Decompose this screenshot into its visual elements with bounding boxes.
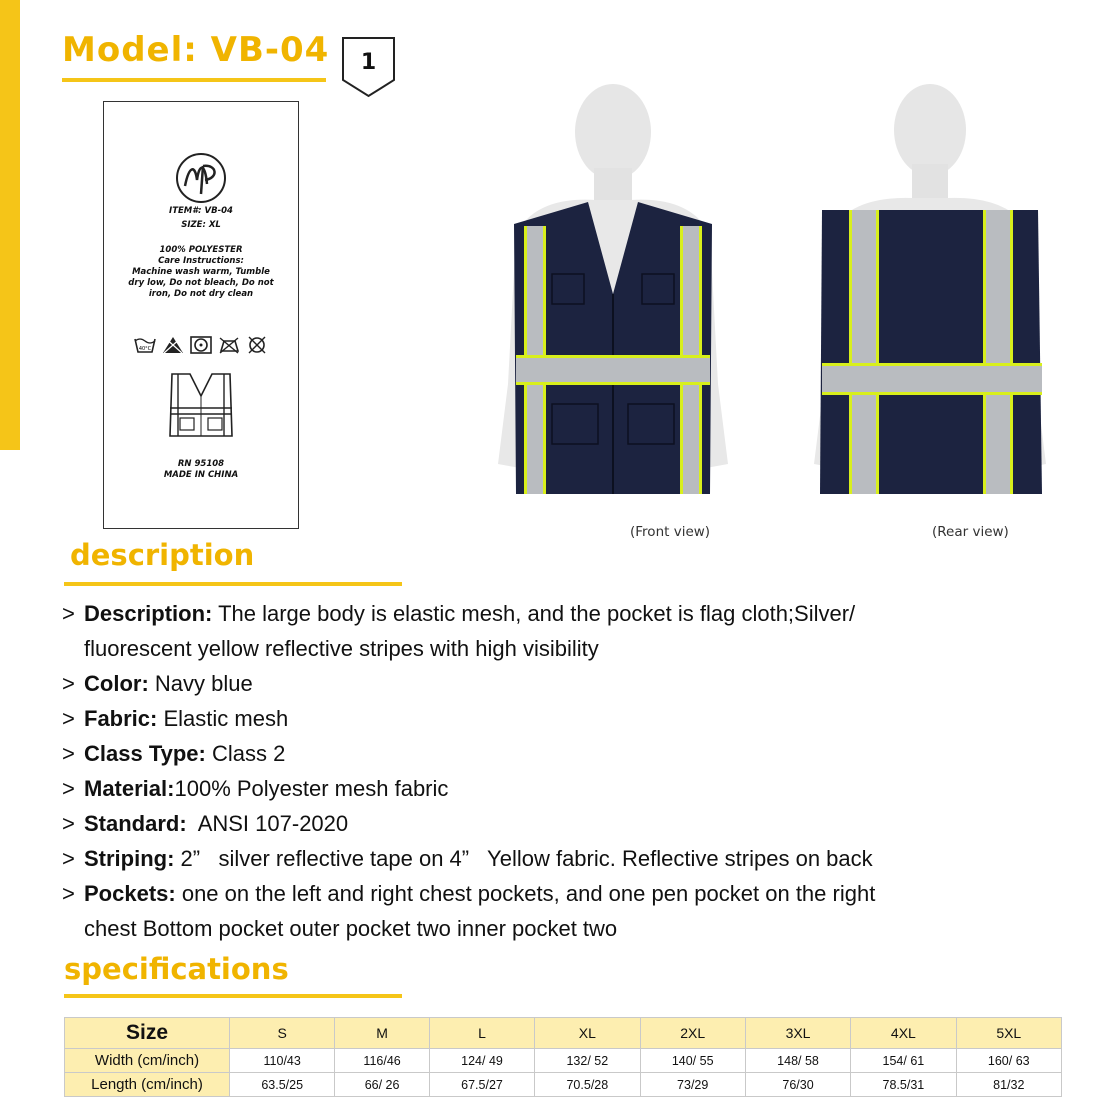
brand-logo-icon bbox=[173, 150, 229, 206]
no-iron-icon bbox=[218, 336, 240, 354]
table-cell: 66/ 26 bbox=[335, 1073, 429, 1097]
table-cell: 73/29 bbox=[640, 1073, 745, 1097]
specifications-underline bbox=[64, 994, 402, 998]
striping-item: > Striping: 2” silver reflective tape on 4” Yellow fabric. Reflective stripes on back bbox=[62, 846, 873, 871]
pockets-item-continued: chest Bottom pocket outer pocket two inner pocket two bbox=[84, 916, 618, 941]
care-line: Machine wash warm, Tumble bbox=[132, 267, 270, 277]
vest-sketch-icon bbox=[166, 370, 236, 440]
table-cell: 140/ 55 bbox=[640, 1049, 745, 1073]
specifications-title: specifications bbox=[64, 952, 289, 986]
size-header-row bbox=[65, 1018, 1062, 1049]
front-view-caption: (Front view) bbox=[630, 524, 711, 540]
table-cell: 70.5/28 bbox=[535, 1073, 640, 1097]
material-text: 100% POLYESTER bbox=[159, 245, 243, 255]
table-cell: 67.5/27 bbox=[429, 1073, 534, 1097]
material-item: > Material:100% Polyester mesh fabric bbox=[62, 776, 449, 801]
size-table bbox=[64, 1017, 1062, 1097]
table-cell: 160/ 63 bbox=[956, 1049, 1061, 1073]
table-cell: 148/ 58 bbox=[745, 1049, 850, 1073]
row-label: Length (cm/inch) bbox=[65, 1073, 230, 1097]
care-symbols bbox=[134, 336, 268, 356]
class-type-item: > Class Type: Class 2 bbox=[62, 741, 286, 766]
size-cell: M bbox=[335, 1018, 429, 1049]
table-cell: 116/46 bbox=[335, 1049, 429, 1073]
size-cell: 3XL bbox=[745, 1018, 850, 1049]
item-number: ITEM#: VB-04 bbox=[169, 206, 233, 216]
no-bleach-icon bbox=[162, 336, 184, 354]
tumble-dry-low-icon bbox=[190, 336, 212, 354]
table-cell: 76/30 bbox=[745, 1073, 850, 1097]
table-cell: 110/43 bbox=[230, 1049, 335, 1073]
svg-text:40°C: 40°C bbox=[138, 346, 152, 352]
table-cell: 154/ 61 bbox=[851, 1049, 956, 1073]
origin-text: MADE IN CHINA bbox=[163, 470, 239, 480]
table-cell: 124/ 49 bbox=[429, 1049, 534, 1073]
care-label bbox=[103, 101, 299, 529]
accent-side-bar bbox=[0, 0, 20, 450]
item-size: SIZE: XL bbox=[181, 220, 221, 230]
care-line: iron, Do not dry clean bbox=[148, 289, 254, 299]
size-cell: 2XL bbox=[640, 1018, 745, 1049]
size-header: Size bbox=[65, 1018, 230, 1049]
number-badge bbox=[341, 36, 396, 98]
size-cell: 4XL bbox=[851, 1018, 956, 1049]
table-cell: 132/ 52 bbox=[535, 1049, 640, 1073]
description-item-continued: fluorescent yellow reflective stripes with high visibility bbox=[84, 636, 599, 661]
care-line: dry low, Do not bleach, Do not bbox=[128, 278, 274, 288]
no-dry-clean-icon bbox=[246, 336, 268, 354]
model-title-underline bbox=[62, 78, 326, 82]
rear-view-photo bbox=[812, 84, 1048, 504]
fabric-item: > Fabric: Elastic mesh bbox=[62, 706, 289, 731]
size-cell: XL bbox=[535, 1018, 640, 1049]
rn-number: RN 95108 bbox=[177, 459, 225, 469]
table-cell: 81/32 bbox=[956, 1073, 1061, 1097]
description-item: > Description: The large body is elastic mesh, and the pocket is flag cloth;Silver/ bbox=[62, 601, 856, 626]
table-cell: 78.5/31 bbox=[851, 1073, 956, 1097]
length-row bbox=[65, 1073, 1062, 1097]
size-cell: L bbox=[429, 1018, 534, 1049]
size-cell: S bbox=[230, 1018, 335, 1049]
table-cell: 63.5/25 bbox=[230, 1073, 335, 1097]
pockets-item: > Pockets: one on the left and right chest pockets, and one pen pocket on the right bbox=[62, 881, 876, 906]
description-title: description bbox=[70, 538, 255, 572]
care-heading: Care Instructions: bbox=[158, 256, 244, 266]
color-item: > Color: Navy blue bbox=[62, 671, 253, 696]
model-title: Model: VB-04 bbox=[62, 30, 330, 70]
standard-item: > Standard: ANSI 107-2020 bbox=[62, 811, 349, 836]
badge-number: 1 bbox=[360, 50, 377, 75]
row-label: Width (cm/inch) bbox=[65, 1049, 230, 1073]
width-row bbox=[65, 1049, 1062, 1073]
size-cell: 5XL bbox=[956, 1018, 1061, 1049]
description-list bbox=[62, 596, 1062, 946]
description-underline bbox=[64, 582, 402, 586]
wash-40-icon bbox=[134, 336, 156, 354]
front-view-photo bbox=[496, 84, 730, 504]
rear-view-caption: (Rear view) bbox=[932, 524, 1009, 540]
